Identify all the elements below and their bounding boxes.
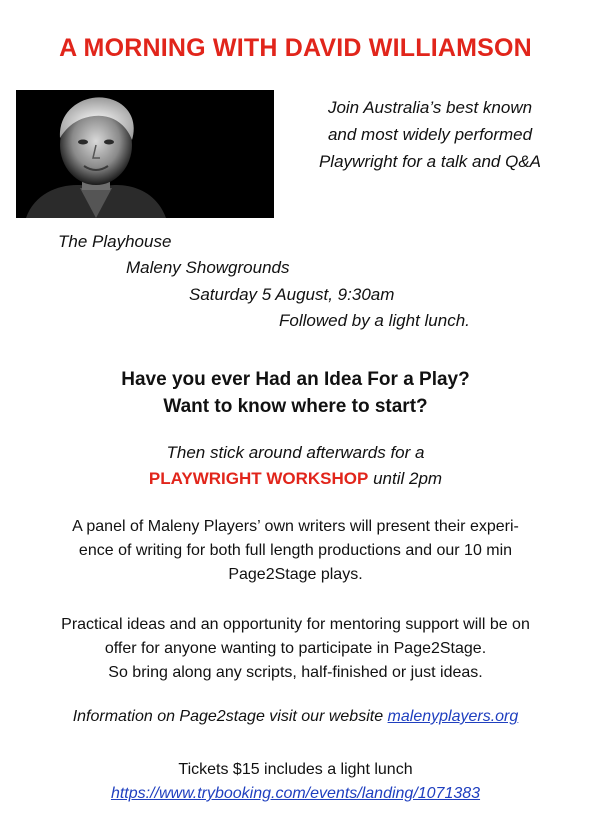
venue-line-1: The Playhouse <box>58 232 172 251</box>
intro-line-1: Join Australia’s best known <box>327 98 533 117</box>
question-line-2: Want to know where to start? <box>163 396 428 417</box>
practical-line-2: offer for anyone wanting to participate in Page2Stage. <box>104 640 487 657</box>
info-line <box>0 708 591 726</box>
question-line-1: Have you ever Had an Idea For a Play? <box>121 369 470 390</box>
tickets-block <box>0 758 591 806</box>
panel-line-1: A panel of Maleny Players’ own writers will present their experi- <box>72 518 519 535</box>
workshop-line-2 <box>0 466 591 492</box>
panel-paragraph <box>10 515 581 587</box>
question-heading <box>0 366 591 420</box>
intro-line-2: and most widely performed <box>327 125 533 144</box>
panel-line-3: Page2Stage plays. <box>228 566 363 583</box>
workshop-text <box>0 440 591 492</box>
tickets-text: Tickets $15 includes a light lunch <box>178 761 413 778</box>
practical-line-3: So bring along any scripts, half-finished or just ideas. <box>108 664 483 681</box>
workshop-suffix: until 2pm <box>368 469 443 488</box>
info-text: Information on Page2stage visit our website <box>72 708 388 725</box>
intro-line-3: Playwright for a talk and Q&A <box>318 152 542 171</box>
venue-line-3: Saturday 5 August, 9:30am <box>189 285 395 304</box>
portrait-photo <box>16 90 274 218</box>
website-link[interactable]: malenyplayers.org <box>387 708 519 725</box>
panel-line-2: ence of writing for both full length productions and our 10 min <box>78 542 513 559</box>
intro-text <box>280 94 580 175</box>
booking-link[interactable]: https://www.trybooking.com/events/landing/1071383 <box>110 785 481 802</box>
page-title: A MORNING WITH DAVID WILLIAMSON <box>59 34 532 62</box>
venue-line-2: Maleny Showgrounds <box>126 258 290 277</box>
workshop-line-1: Then stick around afterwards for a <box>166 443 425 462</box>
portrait-image <box>16 90 274 218</box>
practical-paragraph <box>10 613 581 685</box>
venue-line-4: Followed by a light lunch. <box>279 311 470 330</box>
practical-line-1: Practical ideas and an opportunity for mentoring support will be on <box>61 616 530 633</box>
workshop-highlight: PLAYWRIGHT WORKSHOP <box>148 469 369 488</box>
